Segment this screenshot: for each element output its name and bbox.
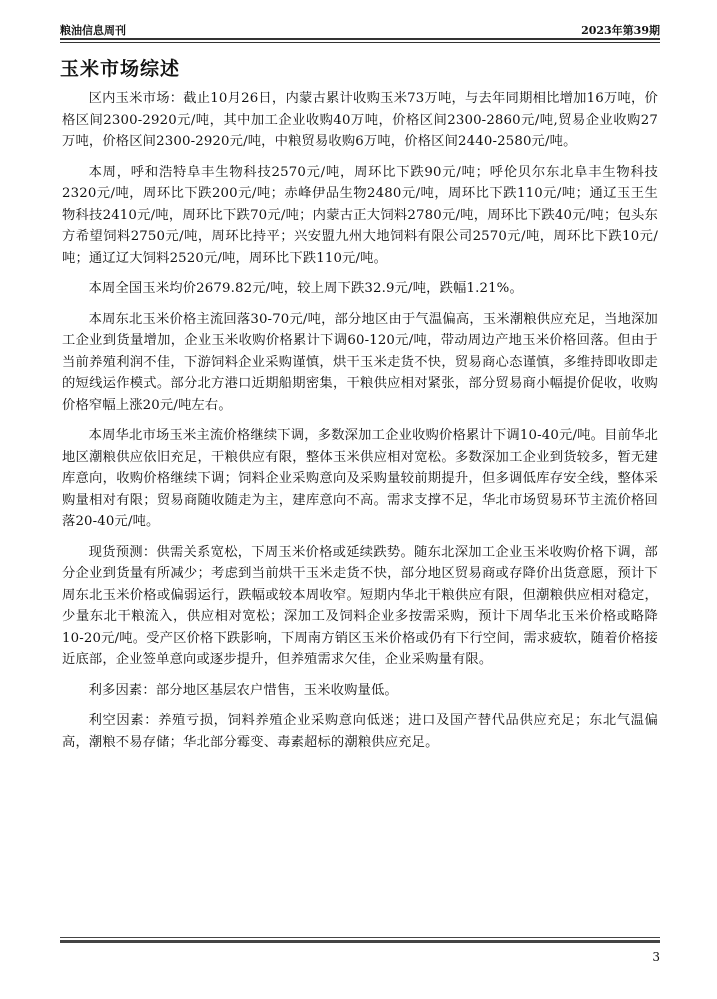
publication-name: 粮油信息周刊 bbox=[60, 24, 126, 37]
page-number: 3 bbox=[652, 950, 660, 964]
page-header bbox=[60, 22, 660, 38]
article-body bbox=[62, 88, 658, 762]
paragraph-national-average: 本周全国玉米均价2679.82元/吨，较上周下跌32.9元/吨，跌幅1.21%。 bbox=[88, 281, 523, 296]
paragraph-spot-forecast: 现货预测：供需关系宽松，下周玉米价格或延续跌势。随东北深加工企业玉米收购价格下调，部分企业到货量有所减少；考虑到当前烘干玉米走货不快，部分地区贸易商或存降价出货意愿，预计下周东北玉米价格或偏弱运行，跌幅或较本周收窄。短期内华北干粮供应有限，但潮粮供应相对稳定，少量东北干粮流入，供应相对宽松；深加工及饲料企业多按需采购，预计下周华北玉米价格或略降10-20元/吨。受产区价格下跌影响，下周南方销区玉米价格或仍有下行空间，需求疲软，随着价格接近底部，企业签单意向或逐步提升，但养殖需求欠佳，企业采购量有限。 bbox=[62, 544, 658, 667]
article-title: 玉米市场综述 bbox=[60, 58, 181, 80]
paragraph-regional-market: 区内玉米市场：截止10月26日，内蒙古累计收购玉米73万吨，与去年同期相比增加16万吨，价格区间2300-2920元/吨，其中加工企业收购40万吨，价格区间2300-2860元/吨,贸易企业收购27万吨，价格区间2300-2920元/吨，中粮贸易收购6万吨，价格区间2440-2580元/吨。 bbox=[62, 91, 658, 149]
paragraph-enterprise-prices: 本周，呼和浩特阜丰生物科技2570元/吨，周环比下跌90元/吨；呼伦贝尔东北阜丰生物科技2320元/吨，周环比下跌200元/吨；赤峰伊品生物2480元/吨，周环比下跌110元/吨；通辽玉王生物科技2410元/吨，周环比下跌70元/吨；内蒙古正大饲料2780元/吨，周环比下跌40元/吨；包头东方希望饲料2750元/吨，周环比持平；兴安盟九州大地饲料有限公司2570元/吨，周环比下跌10元/吨；通辽辽大饲料2520元/吨，周环比下跌110元/吨。 bbox=[62, 164, 658, 266]
footer-rule-thick bbox=[60, 940, 660, 943]
footer-rule-thin bbox=[60, 937, 660, 938]
paragraph-bearish-factors: 利空因素：养殖亏损，饲料养殖企业采购意向低迷；进口及国产替代品供应充足；东北气温偏高，潮粮不易存储；华北部分霉变、毒素超标的潮粮供应充足。 bbox=[62, 713, 658, 750]
paragraph-north-china-market: 本周华北市场玉米主流价格继续下调，多数深加工企业收购价格累计下调10-40元/吨。目前华北地区潮粮供应依旧充足，干粮供应有限，整体玉米供应相对宽松。多数深加工企业到货较多，暂无建库意向，收购价格继续下调；饲料企业采购意向及采购量较前期提升，但多调低库存安全线，整体采购量相对有限；贸易商随收随走为主，建库意向不高。需求支撑不足，华北市场贸易环节主流价格回落20-40元/吨。 bbox=[62, 428, 658, 529]
paragraph-bullish-factors: 利多因素：部分地区基层农户惜售，玉米收购量低。 bbox=[88, 682, 398, 698]
paragraph-northeast-market: 本周东北玉米价格主流回落30-70元/吨，部分地区由于气温偏高，玉米潮粮供应充足，当地深加工企业到货量增加，企业玉米收购价格累计下调60-120元/吨，带动周边产地玉米价格回落。但由于当前养殖利润不佳，下游饲料企业采购谨慎，烘干玉米走货不快，贸易商心态谨慎，多维持即收即走的短线运作模式。部分北方港口近期船期密集，干粮供应相对紧张，部分贸易商小幅提价促收，收购价格窄幅上涨20元/吨左右。 bbox=[62, 311, 658, 413]
header-rule-thick bbox=[60, 38, 660, 40]
issue-number: 2023年第39期 bbox=[581, 24, 660, 37]
header-rule-thin bbox=[60, 42, 660, 43]
